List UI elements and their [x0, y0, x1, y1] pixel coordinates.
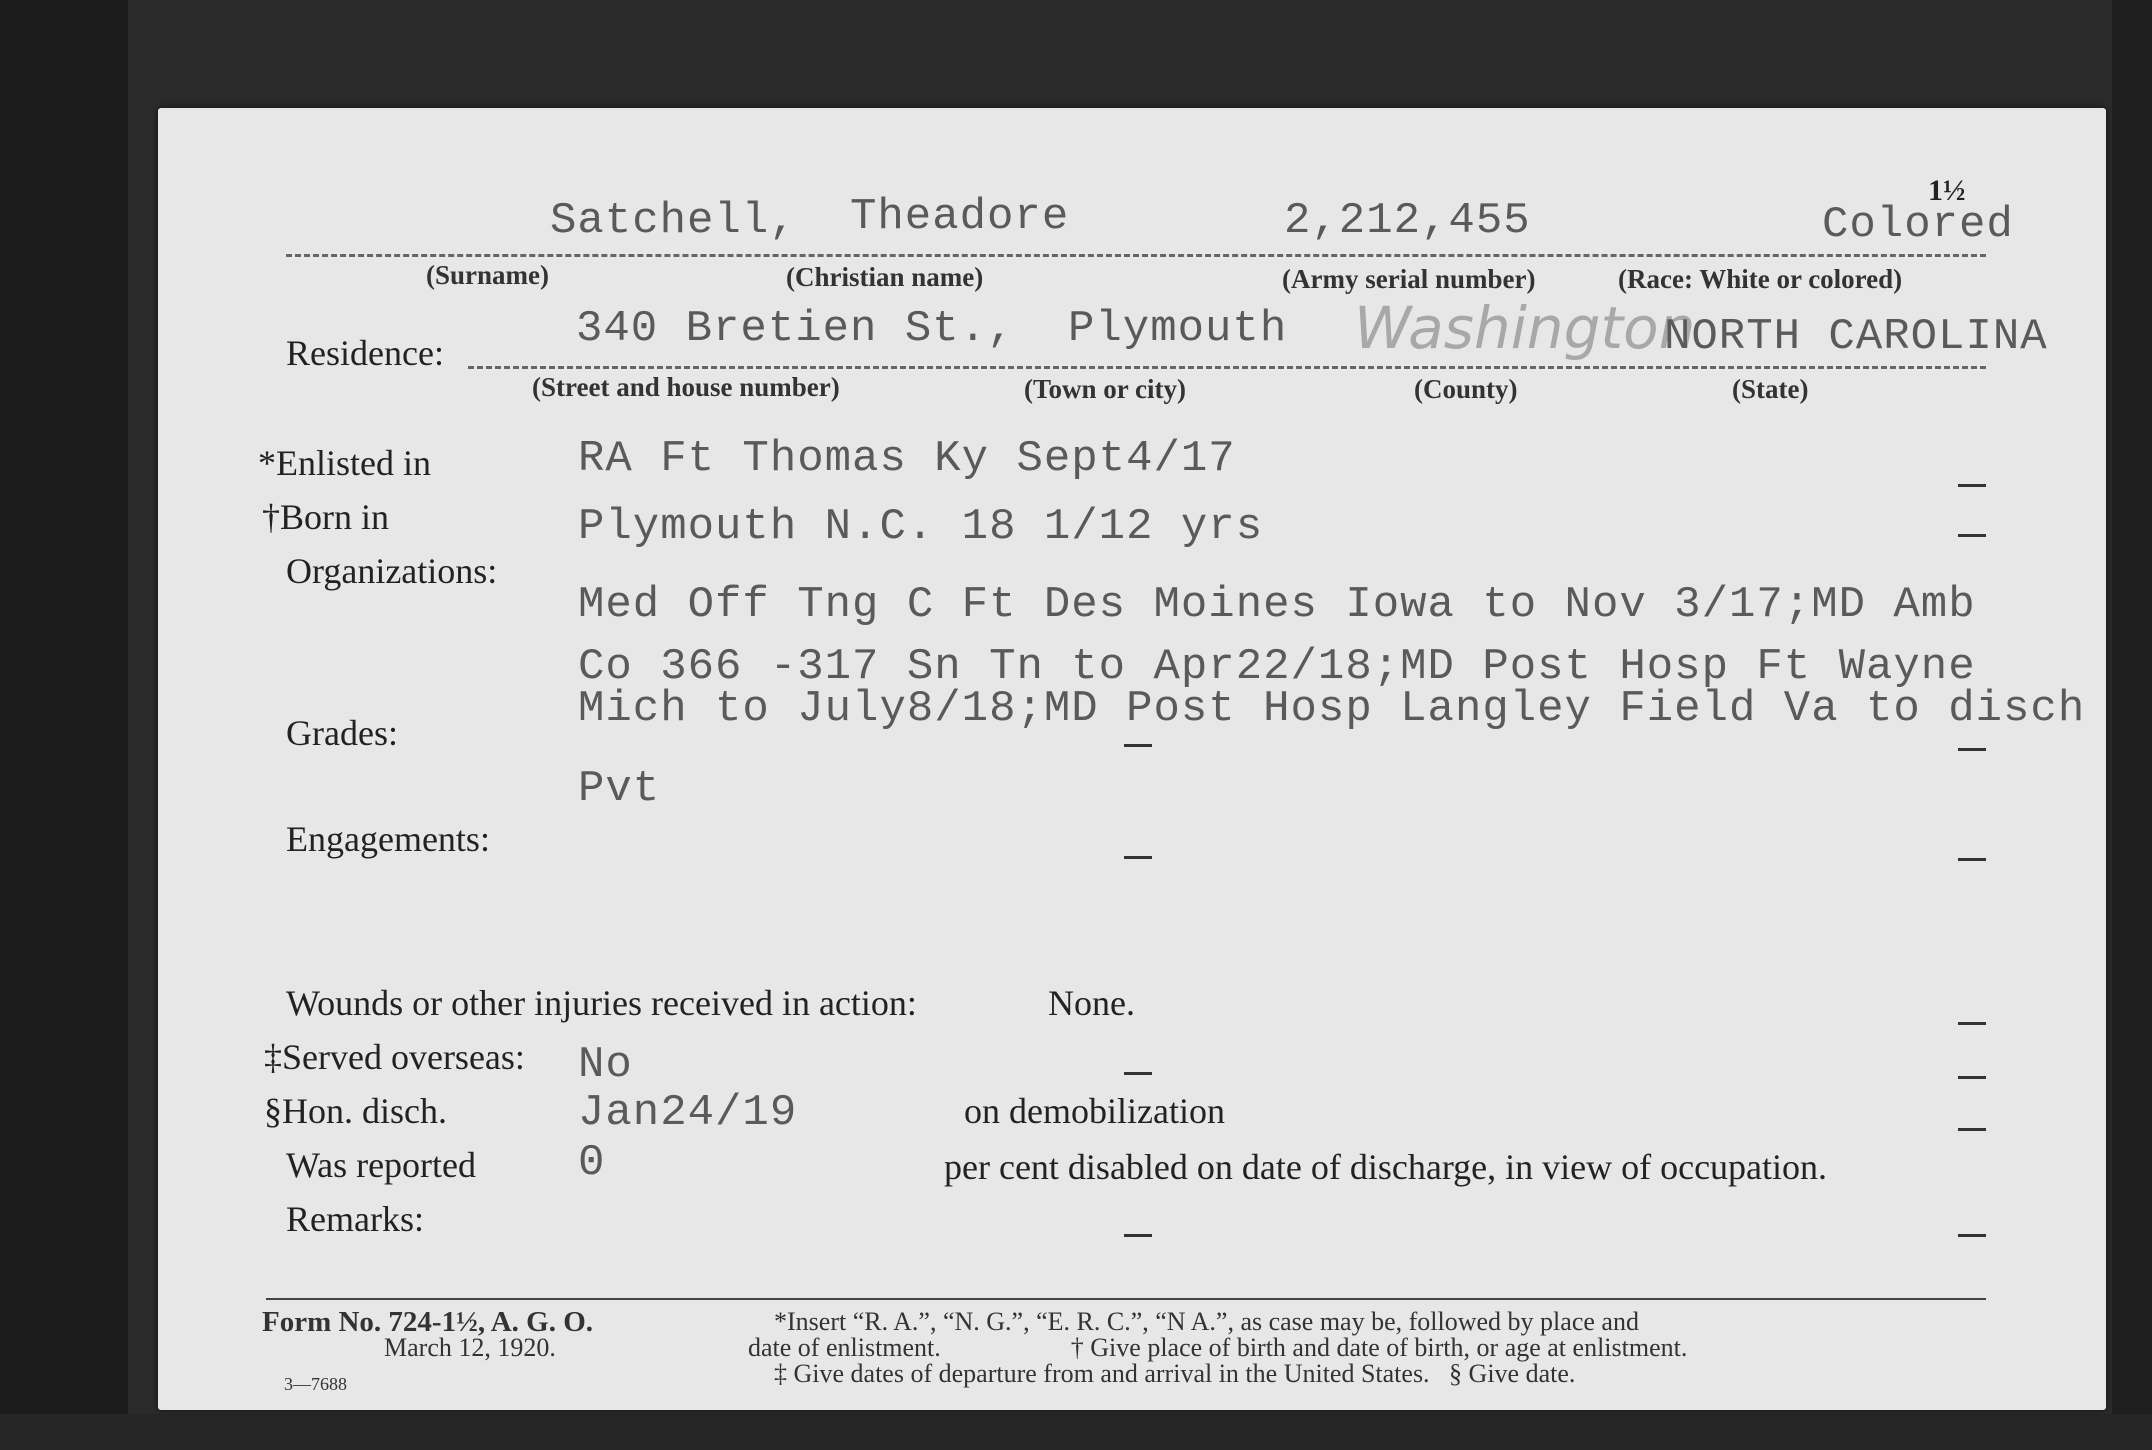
overseas-label: ‡Served overseas: — [264, 1037, 525, 1077]
scanner-frame-left — [0, 0, 128, 1450]
form-number: Form No. 724-1½, A. G. O. — [262, 1306, 594, 1338]
remarks-label: Remarks: — [286, 1199, 424, 1239]
caption-state: (State) — [1732, 374, 1809, 404]
dash — [1124, 1234, 1152, 1237]
footnote-1: *Insert “R. A.”, “N. G.”, “E. R. C.”, “N A.”, as case may be, followed by place and — [774, 1307, 1639, 1336]
header-line — [286, 254, 1986, 257]
born-value: Plymouth N.C. 18 1/12 yrs — [578, 502, 1264, 552]
print-code: 3—7688 — [284, 1374, 347, 1394]
hon-disch-value: Jan24/19 — [578, 1088, 798, 1138]
reported-label: Was reported — [286, 1145, 477, 1185]
engagements-label: Engagements: — [286, 819, 490, 859]
dash — [1958, 1128, 1986, 1131]
serial-number-value: 2,212,455 — [1284, 196, 1531, 246]
born-label: †Born in — [262, 497, 390, 537]
grades-label: Grades: — [286, 713, 398, 753]
surname-value: Satchell, — [550, 196, 797, 246]
christian-name-value: Theadore — [850, 192, 1070, 242]
dash — [1124, 856, 1152, 859]
caption-surname: (Surname) — [426, 260, 549, 290]
residence-state: NORTH CAROLINA — [1664, 312, 2048, 362]
race-value: Colored — [1822, 200, 2014, 250]
race-note: 1½ — [1928, 174, 1966, 207]
hon-disch-note: on demobilization — [964, 1091, 1225, 1131]
wounds-label: Wounds or other injuries received in action: — [286, 983, 917, 1023]
dash — [1958, 1022, 1986, 1025]
scanner-frame-right — [2112, 0, 2152, 1450]
reported-value: 0 — [578, 1138, 606, 1188]
grades-value: Pvt — [578, 764, 661, 814]
residence-label: Residence: — [286, 333, 444, 373]
residence-line — [468, 366, 1986, 369]
record-card — [158, 108, 2106, 1410]
reported-note: per cent disabled on date of discharge, in view of occupation. — [944, 1147, 1828, 1187]
caption-race: (Race: White or colored) — [1618, 264, 1903, 294]
dash — [1958, 534, 1986, 537]
dash — [1124, 1072, 1152, 1075]
overseas-value: No — [578, 1040, 633, 1090]
residence-county-pencil: Washington — [1354, 294, 1696, 362]
form-date: March 12, 1920. — [384, 1333, 556, 1362]
footnote-3: ‡ Give dates of departure from and arrival in the United States. § Give date. — [774, 1359, 1576, 1388]
dash — [1958, 748, 1986, 751]
footer-divider — [266, 1298, 1986, 1300]
dash — [1124, 744, 1152, 747]
enlisted-label: *Enlisted in — [258, 443, 431, 483]
caption-christian-name: (Christian name) — [786, 262, 984, 292]
dash — [1958, 858, 1986, 861]
residence-city: Plymouth — [1068, 304, 1288, 354]
organizations-line-1: Med Off Tng C Ft Des Moines Iowa to Nov 3/17;MD Amb — [578, 580, 1976, 630]
scanner-frame-bottom — [0, 1414, 2152, 1450]
caption-county: (County) — [1414, 374, 1518, 404]
caption-street: (Street and house number) — [532, 372, 840, 402]
footnote-2: date of enlistment. † Give place of birth and date of birth, or age at enlistment. — [748, 1333, 1688, 1362]
caption-serial: (Army serial number) — [1282, 264, 1536, 294]
organizations-line-2: Co 366 -317 Sn Tn to Apr22/18;MD Post Hosp Ft Wayne — [578, 642, 1976, 692]
dash — [1958, 1076, 1986, 1079]
organizations-label: Organizations: — [286, 551, 498, 591]
residence-street: 340 Bretien St., — [576, 304, 1015, 354]
caption-city: (Town or city) — [1024, 374, 1186, 404]
dash — [1958, 484, 1986, 487]
hon-disch-label: §Hon. disch. — [264, 1091, 447, 1131]
organizations-line-3: Mich to July8/18;MD Post Hosp Langley Field Va to disch — [578, 684, 2086, 734]
wounds-value: None. — [1048, 983, 1135, 1023]
enlisted-value: RA Ft Thomas Ky Sept4/17 — [578, 434, 1236, 484]
dash — [1958, 1234, 1986, 1237]
